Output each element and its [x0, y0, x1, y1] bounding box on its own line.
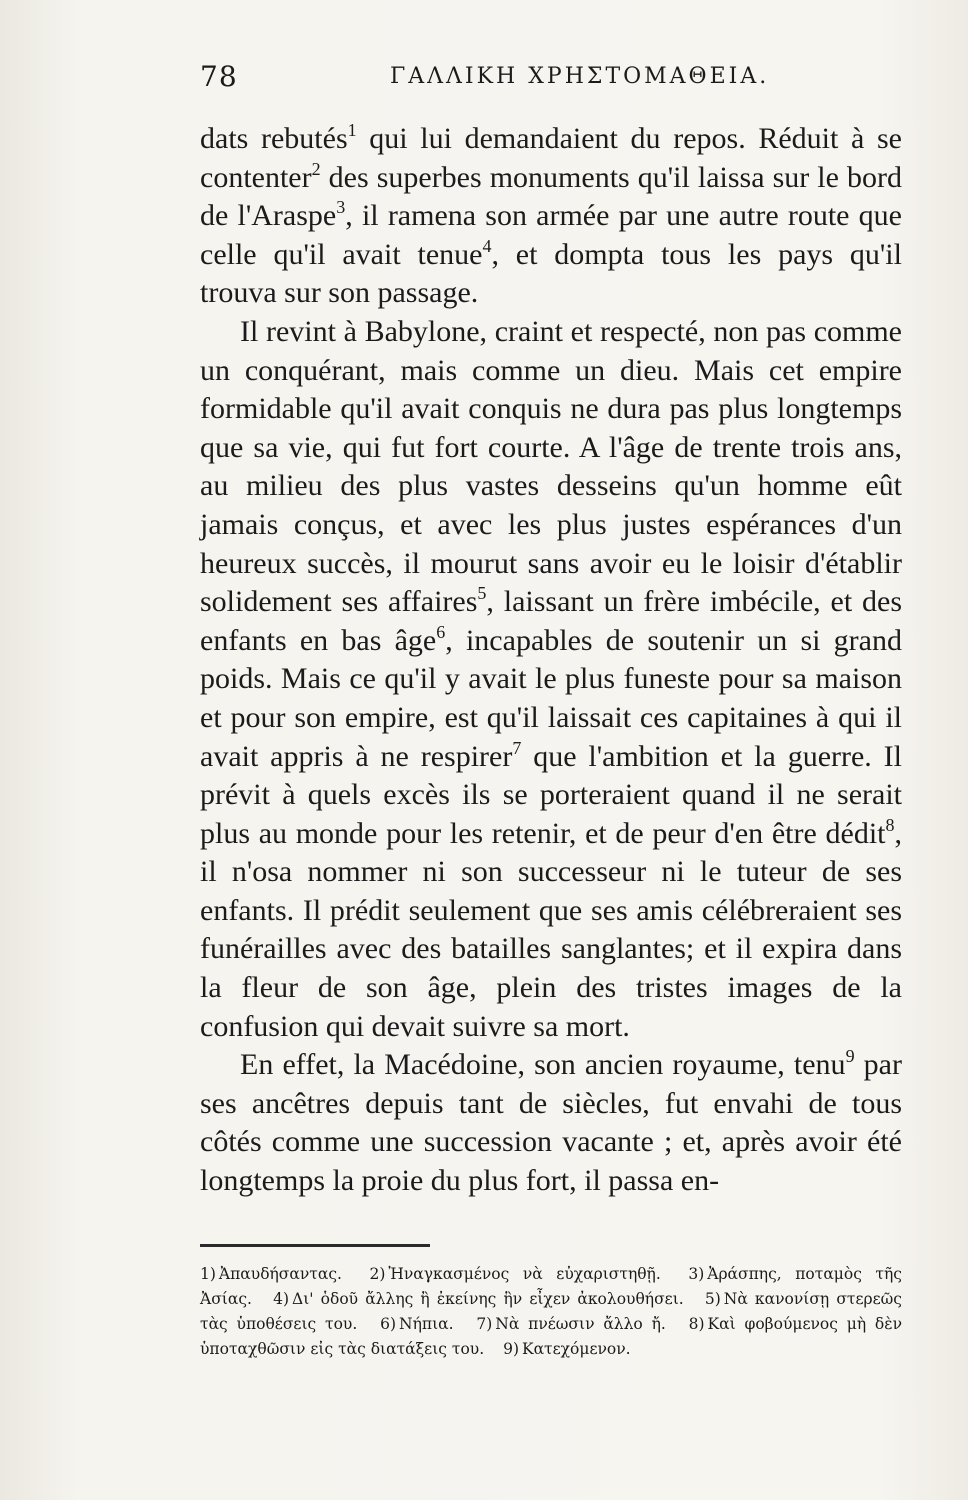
running-title: ΓΑΛΛΙΚΗ ΧΡΗΣΤΟΜΑΘΕΙΑ. — [390, 64, 770, 89]
paragraph — [200, 120, 902, 313]
footnote-number: 6) — [380, 1315, 397, 1333]
footnote-marker: 4 — [482, 235, 492, 256]
paragraph — [200, 313, 902, 1046]
body-text — [200, 120, 902, 1201]
text-run: par ses ancêtres depuis tant de siècles, fut envahi de tous côtés comme une succession vacante ; et, après avoir été longtemps la proie du plus fort, il passa en- — [200, 1048, 902, 1198]
footnote-marker: 3 — [336, 197, 346, 218]
footnote-marker: 5 — [477, 583, 487, 604]
text-run: qui lui demandaient du repos. Réduit à se contenter — [200, 122, 902, 194]
footnote-marker: 1 — [347, 120, 357, 140]
footnote-number: 3) — [688, 1265, 705, 1283]
footnote-text: Ἀπαυδήσαντας. — [218, 1265, 342, 1283]
text-run: En effet, la Macédoine, son ancien royaume, tenu — [240, 1048, 846, 1082]
text-run: des superbes monuments qu'il laissa sur le bord de l'Araspe — [200, 160, 902, 233]
text-run: , et dompta tous les pays qu'il trouva sur son passage. — [200, 237, 902, 310]
text-run: , laissant un frère imbécile, et des enfants en bas âge — [200, 585, 902, 657]
text-run: , il ramena son armée par une autre route que celle qu'il avait tenue — [200, 199, 902, 271]
footnote — [200, 1265, 342, 1283]
footnote-number: 5) — [704, 1290, 721, 1308]
footnote-number: 1) — [200, 1265, 216, 1283]
running-head — [200, 60, 900, 100]
footnote-text: Ἀράσπης, ποταμὸς τῆς Ἀσίας. — [200, 1265, 902, 1308]
footnote — [503, 1340, 631, 1358]
footnote-text: Νὰ πνέωσιν ἄλλο ἤ. — [495, 1315, 666, 1333]
footnote-marker: 9 — [845, 1046, 855, 1067]
paragraph — [200, 1046, 902, 1200]
footnote-number: 8) — [688, 1315, 705, 1333]
footnote-number: 9) — [503, 1340, 520, 1358]
footnote-marker: 7 — [512, 737, 522, 758]
text-run: , il n'osa nommer ni son successeur ni le tuteur de ses enfants. Il prédit seulement que ses amis célébreraient ses funérailles avec des batailles sanglantes; et il expira dans la fleur de son âge, plein des tristes images de la confusion qui devait suivre sa mort. — [200, 816, 902, 1043]
footnote-number: 2) — [369, 1265, 386, 1283]
footnote-number: 4) — [273, 1290, 289, 1308]
footnotes — [200, 1262, 902, 1362]
footnote-text: Κατεχόμενον. — [522, 1340, 631, 1358]
footnote-text: Καὶ φοβούμενος μὴ δὲν ὑποταχθῶσιν εἰς τὰς διατάξεις του. — [200, 1315, 902, 1358]
footnote — [369, 1265, 660, 1283]
footnote-text: Νήπια. — [399, 1315, 454, 1333]
footnote-marker: 6 — [436, 621, 446, 642]
footnote-rule — [200, 1244, 430, 1247]
text-run: que l'ambition et la guerre. Il prévit à quels excès ils se porteraient quand il ne serait plus au monde pour les retenir, et de peur d'en être dédit — [200, 739, 903, 850]
page-number: 78 — [200, 60, 238, 93]
footnote-text: Νὰ κανονίσῃ στερεῶς τὰς ὑποθέσεις του. — [200, 1290, 902, 1333]
text-run: dats rebutés — [200, 122, 348, 155]
footnote-text: Δι' ὁδοῦ ἄλλης ἢ ἐκείνης ἣν εἶχεν ἀκολουθήσει. — [292, 1290, 684, 1308]
footnote — [380, 1315, 453, 1333]
footnote — [273, 1290, 684, 1308]
footnote-text: Ἠναγκασμένος νὰ εὐχαριστηθῇ. — [388, 1265, 661, 1283]
footnote — [476, 1315, 665, 1333]
footnote-marker: 2 — [311, 158, 321, 179]
footnote-marker: 8 — [885, 814, 895, 835]
text-run: , incapables de soutenir un si grand poids. Mais ce qu'il y avait le plus funeste pour sa maison et pour son empire, est qu'il laissait ces capitaines à qui il avait appris à ne respirer — [200, 623, 902, 773]
footnote-number: 7) — [476, 1315, 493, 1333]
text-run: Il revint à Babylone, craint et respecté, non pas comme un conquérant, mais comme un dieu. Mais cet empire formidable qu'il avait conquis ne dura pas plus longtemps que sa vie, qui fut fort courte. A l'âge de trente trois ans, au milieu des plus vastes desseins qu'un homme eût jamais conçus, et avec les plus justes espérances d'un heureux succès, il mourut sans avoir eu le loisir d'établir solidement ses affaires — [200, 314, 902, 619]
